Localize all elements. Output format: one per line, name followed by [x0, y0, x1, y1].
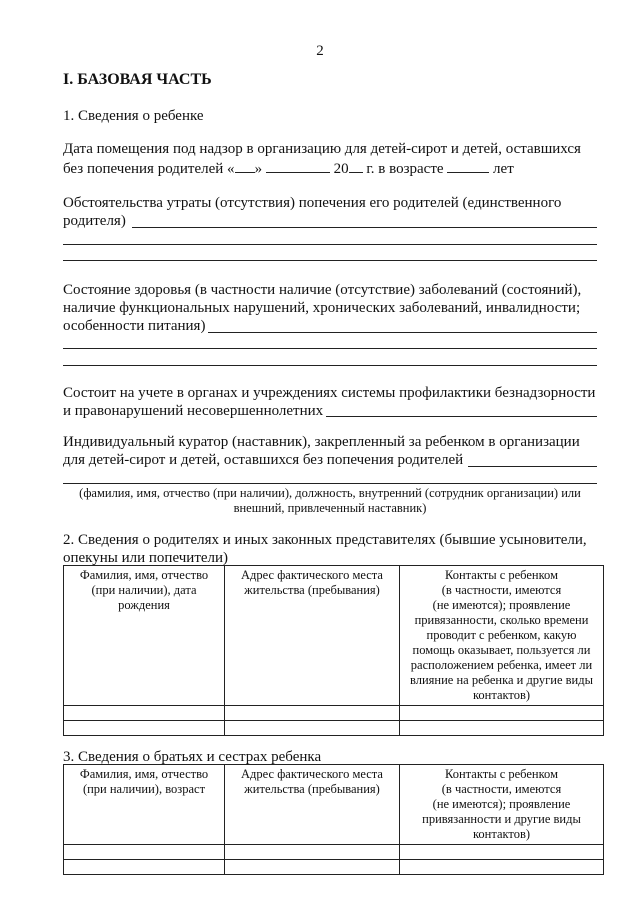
health-answer-line[interactable] [208, 332, 597, 333]
table-cell[interactable] [64, 860, 225, 875]
curator-caption-line2: внешний, привлеченный наставник) [233, 501, 427, 515]
table-cell[interactable] [225, 721, 400, 736]
page-number: 2 [316, 43, 324, 59]
parents-col-address-header [225, 566, 400, 706]
table-cell[interactable] [64, 845, 225, 860]
placement-age-label: г. в возрасте [366, 161, 444, 177]
loss-answer-line[interactable] [63, 244, 597, 245]
table-header-row [64, 765, 604, 845]
table-row [64, 845, 604, 860]
table-cell[interactable] [400, 860, 604, 875]
registration-line1: Состоит на учете в органах и учреждениях системы профилактики безнадзорности [63, 385, 596, 401]
parents-table [63, 565, 604, 736]
health-line3: особенности питания) [63, 318, 206, 334]
loss-circumstances-line1: Обстоятельства утраты (отсутствия) попечения его родителей (единственного [63, 195, 562, 211]
table-header-row [64, 566, 604, 706]
header-line: привязанности, сколько времени [414, 613, 589, 627]
header-line: Адрес фактического места [241, 767, 383, 781]
header-line: (в частности, имеются [441, 782, 562, 796]
header-line: рождения [118, 598, 170, 612]
parents-heading-line1: 2. Сведения о родителях и иных законных представителях (бывшие усыновители, [63, 532, 587, 548]
table-cell[interactable] [225, 706, 400, 721]
loss-answer-line[interactable] [63, 260, 597, 261]
curator-answer-line[interactable] [468, 466, 597, 467]
placement-age-field[interactable] [447, 158, 489, 173]
header-line: проводит с ребенком, какую [426, 628, 577, 642]
health-answer-line[interactable] [63, 348, 597, 349]
placement-text-quote: » [254, 161, 263, 177]
curator-caption-line1: (фамилия, имя, отчество (при наличии), должность, внутренний (сотрудник организации) или [79, 486, 581, 500]
placement-day-field[interactable] [235, 158, 255, 173]
header-line: (не имеются); проявление [432, 797, 571, 811]
header-line: (при наличии), возраст [82, 782, 206, 796]
curator-line1: Индивидуальный куратор (наставник), закрепленный за ребенком в организации [63, 434, 580, 450]
header-line: Контакты с ребенком [445, 767, 558, 781]
header-line: влияние на ребенка и другие виды [410, 673, 593, 687]
header-line: контактов) [472, 688, 531, 702]
table-cell[interactable] [64, 706, 225, 721]
placement-year-prefix: 20 [333, 161, 349, 177]
table-cell[interactable] [225, 860, 400, 875]
placement-text-line2 [63, 158, 514, 178]
siblings-col-address-header [225, 765, 400, 845]
health-answer-line[interactable] [63, 365, 597, 366]
siblings-table [63, 764, 604, 875]
siblings-col-contacts-header [400, 765, 604, 845]
header-line: (в частности, имеются [441, 583, 562, 597]
health-line2: наличие функциональных нарушений, хронических заболеваний, инвалидности; [63, 300, 581, 316]
registration-answer-line[interactable] [326, 416, 597, 417]
header-line: Адрес фактического места [241, 568, 383, 582]
siblings-col-name-header [64, 765, 225, 845]
header-line: Фамилия, имя, отчество [79, 767, 209, 781]
table-row [64, 721, 604, 736]
table-cell[interactable] [64, 721, 225, 736]
placement-text-prefix: без попечения родителей « [63, 161, 235, 177]
curator-line2: для детей-сирот и детей, оставшихся без попечения родителей [63, 452, 464, 468]
parents-col-name-header [64, 566, 225, 706]
table-cell[interactable] [400, 845, 604, 860]
table-cell[interactable] [225, 845, 400, 860]
header-line: Фамилия, имя, отчество [79, 568, 209, 582]
placement-month-field[interactable] [266, 158, 330, 173]
table-cell[interactable] [400, 706, 604, 721]
header-line: Контакты с ребенком [445, 568, 558, 582]
header-line: (не имеются); проявление [432, 598, 571, 612]
parents-heading-line2: опекуны или попечители) [63, 550, 229, 566]
loss-answer-line[interactable] [132, 227, 597, 228]
placement-year-field[interactable] [349, 158, 363, 173]
parents-col-contacts-header [400, 566, 604, 706]
header-line: помощь оказывает, пользуется ли [412, 643, 591, 657]
siblings-heading: 3. Сведения о братьях и сестрах ребенка [63, 749, 322, 765]
loss-circumstances-line2: родителя) [63, 213, 126, 229]
table-row [64, 860, 604, 875]
header-line: (при наличии), дата [91, 583, 197, 597]
header-line: контактов) [472, 827, 531, 841]
header-line: жительства (пребывания) [244, 583, 380, 597]
header-line: привязанности и другие виды [422, 812, 581, 826]
section-title: I. БАЗОВАЯ ЧАСТЬ [63, 71, 212, 88]
registration-line2: и правонарушений несовершеннолетних [63, 403, 324, 419]
curator-answer-line[interactable] [63, 483, 597, 484]
header-line: расположением ребенка, имеет ли [410, 658, 593, 672]
table-row [64, 706, 604, 721]
child-info-heading: 1. Сведения о ребенке [63, 108, 204, 124]
table-cell[interactable] [400, 721, 604, 736]
placement-age-unit: лет [493, 161, 514, 177]
placement-text-line1: Дата помещения под надзор в организацию для детей-сирот и детей, оставшихся [63, 141, 581, 157]
health-line1: Состояние здоровья (в частности наличие (отсутствие) заболеваний (состояний), [63, 282, 582, 298]
header-line: жительства (пребывания) [244, 782, 380, 796]
